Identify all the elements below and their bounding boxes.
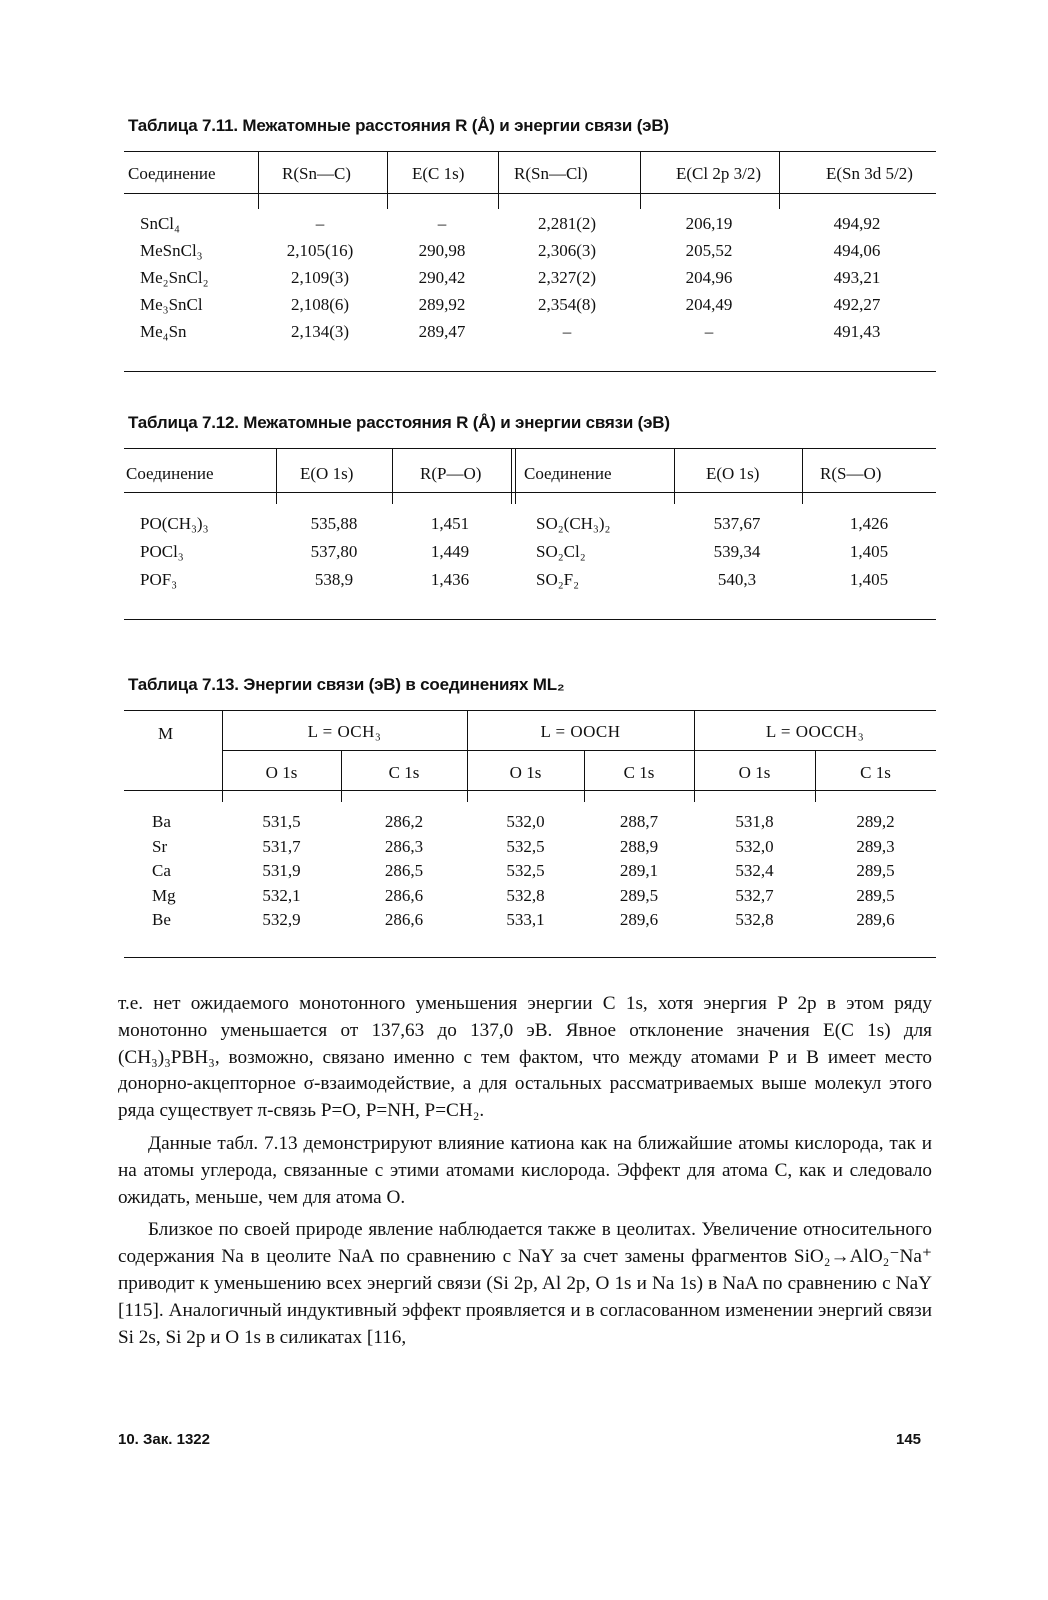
table-cell: 289,47 <box>418 322 466 341</box>
table-cell: 286,5 <box>384 861 424 880</box>
table-cell: 531,9 <box>262 861 301 880</box>
table-row-label: Ba <box>152 812 171 831</box>
table-cell: – <box>704 322 714 341</box>
table-7-12-bottom-rule <box>124 619 936 620</box>
table-7-11-header: E(Cl 2p 3/2) <box>676 164 761 183</box>
table-row-label: Be <box>152 910 171 929</box>
table-cell: SO₂(CH₃)₂ <box>536 514 611 533</box>
table-cell: 289,1 <box>619 861 659 880</box>
table-cell: 1,449 <box>430 542 470 561</box>
table-cell: 493,21 <box>833 268 881 287</box>
table-7-11-header-rule <box>124 193 936 194</box>
table-cell: 289,6 <box>619 910 659 929</box>
table-cell: 290,42 <box>418 268 466 287</box>
table-cell: 531,7 <box>262 836 301 856</box>
table-7-12-header: Соединение <box>126 464 214 483</box>
table-cell: 492,27 <box>833 295 881 314</box>
table-7-11-caption: Таблица 7.11. Межатомные расстояния R (Å) и энергии связи (эВ) <box>128 116 669 135</box>
table-row-label: Mg <box>152 885 176 905</box>
table-cell: 1,405 <box>849 570 889 589</box>
table-7-13-group-header: L = OCH₃ <box>307 722 382 741</box>
table-7-13-subheader: O 1s <box>509 763 542 782</box>
table-7-12-top-rule <box>124 448 936 449</box>
table-cell: 289,5 <box>856 885 895 905</box>
table-cell: 1,451 <box>430 514 470 533</box>
table-cell: 532,9 <box>262 910 301 929</box>
table-7-12-divider <box>802 448 803 504</box>
table-cell: 532,5 <box>506 861 545 880</box>
table-cell: 2,327(2) <box>537 268 597 287</box>
table-7-11-header: Соединение <box>128 164 216 183</box>
table-cell: 532,5 <box>506 836 545 856</box>
table-7-12-divider <box>511 448 512 504</box>
table-7-12-caption: Таблица 7.12. Межатомные расстояния R (Å) и энергии связи (эВ) <box>128 413 670 432</box>
table-row-label: Ca <box>152 861 171 880</box>
table-cell: 288,7 <box>619 812 659 831</box>
paragraph: Данные табл. 7.13 демонстрируют влияние катиона как на ближайшие атомы кислорода, так и на атомы углерода, связанные с этими атомами кислорода. Эффект для атома C, как и следовало ожидать, меньше, чем для атома O. <box>118 1132 932 1208</box>
table-row-label: PO(CH₃)₃ <box>140 514 209 533</box>
table-cell: 531,5 <box>262 812 301 831</box>
table-7-13-header: M <box>158 724 174 743</box>
table-cell: 290,98 <box>418 241 466 260</box>
table-7-11-header: R(Sn—Cl) <box>514 164 588 183</box>
table-7-11-divider <box>498 151 499 209</box>
table-cell: 494,06 <box>833 241 881 260</box>
table-cell: SO₂Cl₂ <box>536 542 586 561</box>
table-cell: 538,9 <box>314 570 354 589</box>
table-cell: 540,3 <box>717 570 757 589</box>
table-7-13-subheader: C 1s <box>388 763 420 782</box>
table-7-11-header: R(Sn—C) <box>282 164 351 183</box>
table-cell: 289,5 <box>856 861 895 880</box>
table-row-label: POCl₃ <box>140 542 184 561</box>
footer-print-order: 10. Зак. 1322 <box>118 1431 210 1448</box>
table-cell: 2,105(16) <box>286 241 354 260</box>
table-7-13-caption: Таблица 7.13. Энергии связи (эВ) в соединениях ML₂ <box>128 675 565 694</box>
table-7-12-header-rule <box>124 492 936 493</box>
table-cell: 206,19 <box>685 214 733 233</box>
table-cell: 289,5 <box>619 885 659 905</box>
table-cell: 289,2 <box>856 812 895 831</box>
table-cell: 1,405 <box>849 542 889 561</box>
table-cell: 1,436 <box>430 570 470 589</box>
paragraph: т.е. нет ожидаемого монотонного уменьшения энергии C 1s, хотя энергия P 2p в этом ряду монотонно уменьшается от 137,63 до 137,0 эВ. Явное отклонение значения E(C 1s) для (CH₃)₃PBH₃, возможно, связано именно с тем фактом, что между атомами P и B имеет место донорно-акцепторное σ-взаимодействие, а для остальных рассматриваемых выше молекул этого ряда существует π-связь P=O, P=NH, P=CH₂. <box>118 993 932 1122</box>
table-cell: 532,8 <box>735 910 774 929</box>
table-row-label: Me₄Sn <box>140 322 187 341</box>
table-cell: 532,7 <box>735 885 774 905</box>
table-cell: 286,2 <box>384 812 424 831</box>
table-cell: 286,6 <box>384 910 424 929</box>
table-cell: 2,134(3) <box>290 322 350 341</box>
table-cell: 491,43 <box>833 322 881 341</box>
table-cell: 286,3 <box>384 836 424 856</box>
table-cell: 2,108(6) <box>290 295 350 314</box>
table-cell: – <box>562 322 572 341</box>
table-row-label: Me₃SnCl <box>140 295 203 314</box>
table-row-label: SnCl₄ <box>140 214 180 233</box>
table-7-12-divider <box>515 448 516 504</box>
table-cell: 539,34 <box>713 542 761 561</box>
table-cell: 532,8 <box>506 885 545 905</box>
table-7-11-header: E(Sn 3d 5/2) <box>826 164 913 183</box>
table-7-13-subheader: C 1s <box>860 763 891 782</box>
table-cell: 532,4 <box>735 861 774 880</box>
table-cell: SO₂F₂ <box>536 570 580 589</box>
table-row-label: Me₂SnCl₂ <box>140 268 209 287</box>
table-cell: 204,96 <box>685 268 733 287</box>
table-cell: 535,88 <box>310 514 358 533</box>
table-cell: 2,354(8) <box>537 295 597 314</box>
table-cell: 494,92 <box>833 214 881 233</box>
table-7-11-divider <box>779 151 780 209</box>
table-7-13-group-rule <box>222 750 936 751</box>
table-cell: 532,0 <box>506 812 545 831</box>
table-7-12-divider <box>276 448 277 504</box>
table-7-13-bottom-rule <box>124 957 936 958</box>
table-7-13-subheader: C 1s <box>623 763 655 782</box>
table-7-12-header: R(P—O) <box>420 464 482 483</box>
table-7-11-divider <box>640 151 641 209</box>
table-7-12-header: Соединение <box>524 464 612 483</box>
table-cell: 532,0 <box>735 836 774 856</box>
table-row-label: POF₃ <box>140 570 178 589</box>
table-7-11-header: E(C 1s) <box>412 164 465 183</box>
table-7-12-header: R(S—O) <box>820 464 882 483</box>
table-7-12-header: E(O 1s) <box>706 464 760 483</box>
table-cell: 532,1 <box>262 885 301 905</box>
page-number: 145 <box>896 1431 922 1448</box>
table-7-12-divider <box>674 448 675 504</box>
table-cell: 286,6 <box>384 885 424 905</box>
table-cell: 288,9 <box>619 836 659 856</box>
table-cell: 204,49 <box>685 295 733 314</box>
body-text <box>118 991 932 1351</box>
table-7-13-group-header: L = OOCH <box>540 722 621 741</box>
table-cell: – <box>437 214 447 233</box>
table-7-11-divider <box>387 151 388 209</box>
table-7-11-divider <box>258 151 259 209</box>
table-cell: 537,67 <box>713 514 761 533</box>
table-row-label: Sr <box>152 836 168 856</box>
table-7-11-top-rule <box>124 151 936 152</box>
table-cell: 2,281(2) <box>537 214 597 233</box>
table-cell: 1,426 <box>849 514 889 533</box>
table-7-13-subheader: O 1s <box>738 763 771 782</box>
table-7-11-bottom-rule <box>124 371 936 372</box>
table-cell: 533,1 <box>506 910 545 929</box>
table-row-label: MeSnCl₃ <box>140 241 203 260</box>
table-cell: 2,306(3) <box>537 241 597 260</box>
table-cell: – <box>315 214 325 233</box>
table-cell: 205,52 <box>685 241 733 260</box>
table-7-13-group-header: L = OOCCH₃ <box>765 722 865 741</box>
table-cell: 289,3 <box>856 836 895 856</box>
table-cell: 289,6 <box>856 910 895 929</box>
table-7-13-subheader: O 1s <box>265 763 298 782</box>
table-cell: 537,80 <box>310 542 358 561</box>
paragraph: Близкое по своей природе явление наблюдается также в цеолитах. Увеличение относительного содержания Na в цеолите NaA по сравнению с NaY за счет замены фрагментов SiO₂→AlO₂⁻Na⁺ приводит к уменьшению всех энергий связи (Si 2p, Al 2p, O 1s и Na 1s) в NaA по сравнению с NaY [115]. Аналогичный индуктивный эффект проявляется и в согласованном изменении энергий связи Si 2s, Si 2p и O 1s в силикатах [116, <box>118 1219 932 1348</box>
table-7-12-header: E(O 1s) <box>300 464 354 483</box>
table-7-12-divider <box>392 448 393 504</box>
table-cell: 2,109(3) <box>290 268 350 287</box>
table-cell: 531,8 <box>735 812 774 831</box>
table-7-13-top-rule <box>124 710 936 711</box>
table-cell: 289,92 <box>418 295 466 314</box>
